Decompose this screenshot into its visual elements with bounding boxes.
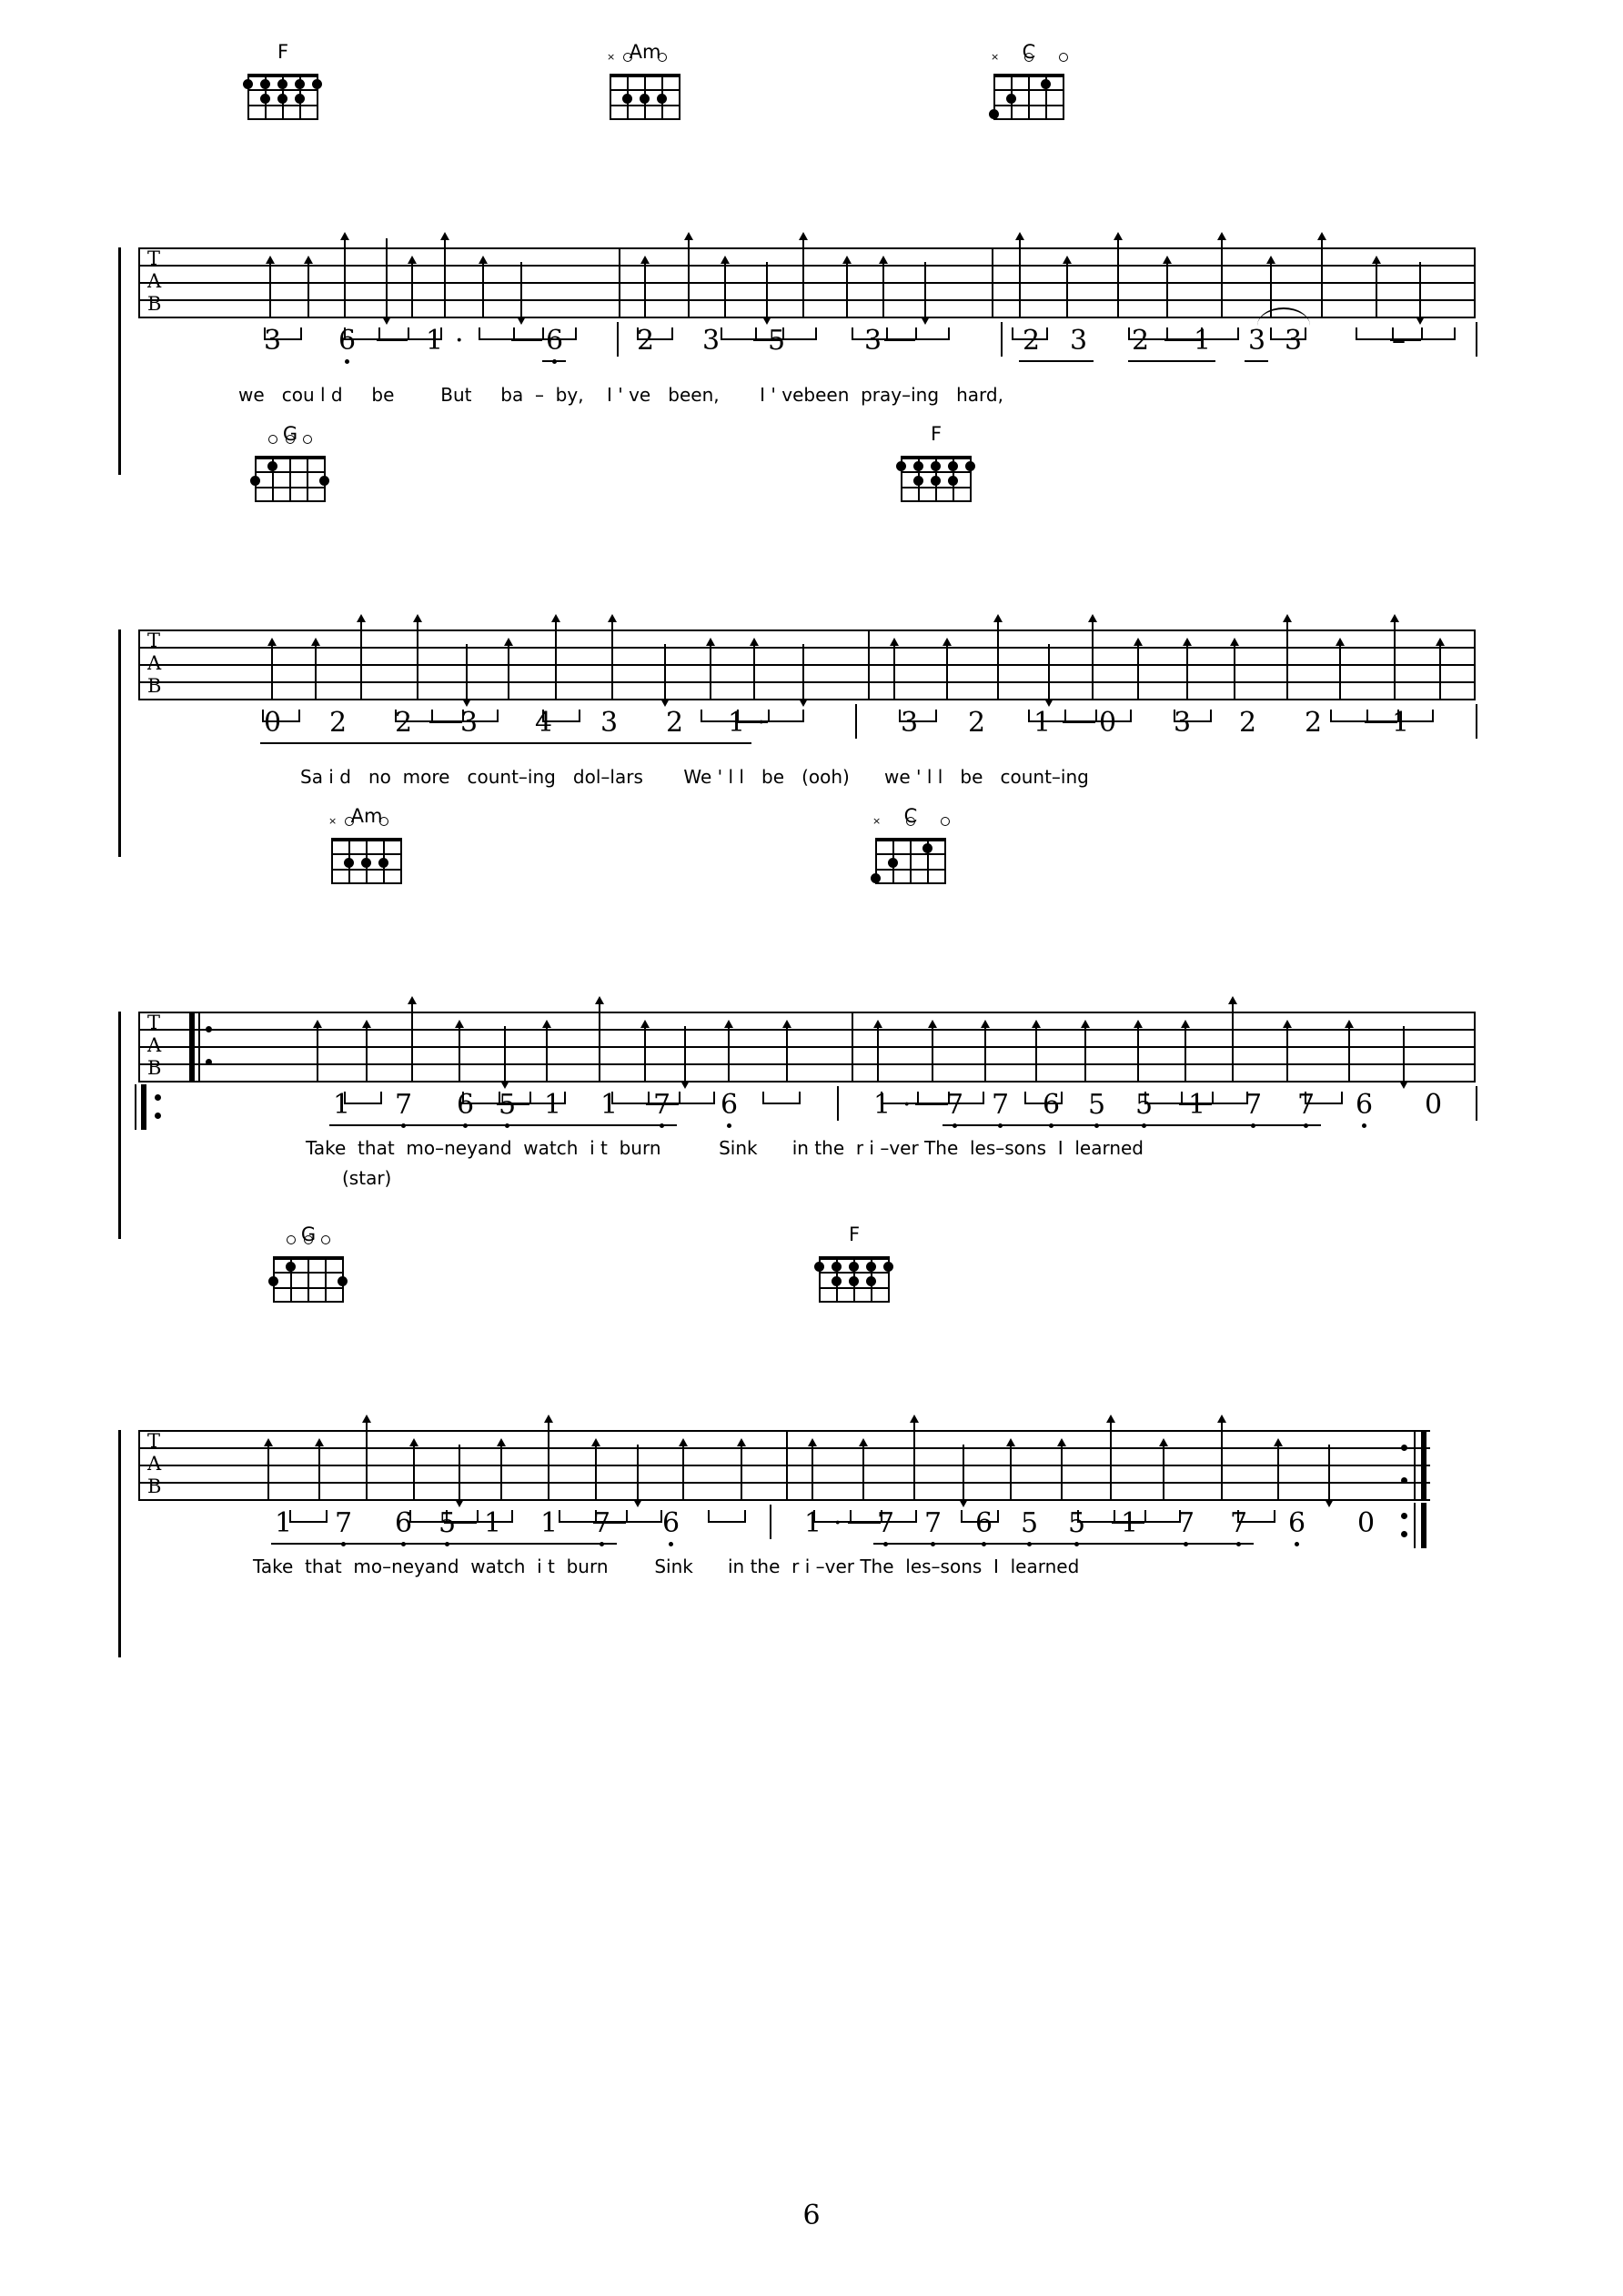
system-1 [0, 36, 1623, 406]
page-number: 6 [802, 2200, 821, 2231]
chord-diagram-am: Am × [331, 806, 402, 884]
tab-clef-letters: T A B [147, 1430, 162, 1497]
chord-diagram-row [0, 801, 1623, 884]
numbered-notation-2: 0 2 2 3 4 3 2 1 · 3 2 1 0 3 2 2 1 [0, 710, 1623, 764]
tab-staff-3 [0, 884, 1623, 1079]
numbered-notation-4: 1 7 6 5 1 1 7 6 1 · 7 7 6 5 5 1 7 7 6 0 [0, 1510, 1623, 1565]
repeat-start-numbers [135, 1084, 166, 1130]
repeat-end-numbers [1401, 1503, 1432, 1548]
chord-diagram-row [0, 1219, 1623, 1303]
chord-diagram-row [0, 36, 1623, 120]
repeat-start-staff [189, 1012, 217, 1081]
lyrics-line-3-alt: (star) [342, 1167, 392, 1189]
chord-diagram-c: C × [875, 806, 946, 884]
chord-diagram-am: Am × [610, 42, 680, 120]
tab-staff-1 [0, 120, 1623, 315]
numbered-notation-3: 1 7 6 5 1 1 7 6 1 · 7 7 6 5 5 1 7 7 6 0 [0, 1092, 1623, 1146]
tab-clef-letters: T A B [147, 247, 162, 315]
chord-diagram-row [0, 418, 1623, 502]
chord-diagram-f: F [247, 42, 318, 120]
tab-staff-2 [0, 502, 1623, 697]
lyrics-line-4: Take that mo–neyand watch i t burn Sink in the r i –ver The les–sons I learned [253, 1556, 1080, 1577]
system-4 [0, 1219, 1623, 1577]
chord-diagram-g: G [255, 424, 326, 502]
system-3 [0, 801, 1623, 1189]
chord-diagram-g: G [273, 1224, 344, 1303]
chord-diagram-c: C × [993, 42, 1064, 120]
chord-diagram-f: F [901, 424, 972, 502]
tab-staff-4 [0, 1303, 1623, 1497]
repeat-end-staff [1401, 1430, 1430, 1499]
system-2 [0, 418, 1623, 788]
lyrics-line-3: Take that mo–neyand watch i t burn Sink in the r i –ver The les–sons I learned [306, 1137, 1144, 1159]
chord-diagram-f: F [819, 1224, 890, 1303]
tab-clef-letters: T A B [147, 629, 162, 697]
lyrics-line-2: Sa i d no more count–ing dol–lars We ' l l be (ooh) we ' l l be count–ing [300, 766, 1089, 788]
tab-clef-letters: T A B [147, 1012, 162, 1079]
numbered-notation-1: 3 6 1 · 6 2 3 5 3 2 3 2 1 3 3 – [0, 327, 1623, 382]
lyrics-line-1: we cou l d be But ba – by, I ' ve been, I ' vebeen pray–ing hard, [238, 384, 1003, 406]
